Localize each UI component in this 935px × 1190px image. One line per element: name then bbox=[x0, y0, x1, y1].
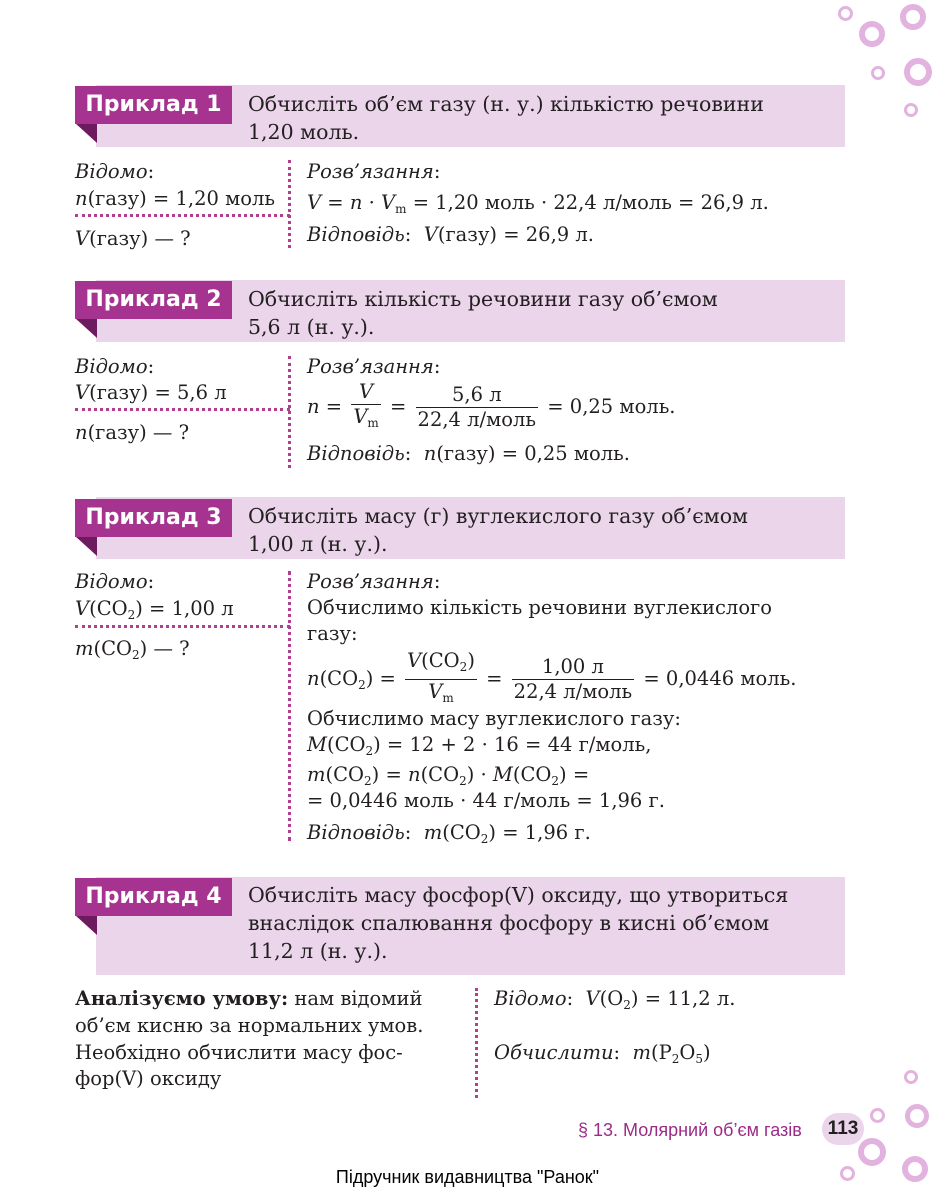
example-label: Приклад 1 bbox=[75, 86, 232, 124]
analysis-line: об’єм кисню за нормальних умов. bbox=[75, 1014, 424, 1037]
banner-fold bbox=[75, 915, 97, 935]
solution-divider bbox=[288, 571, 291, 841]
example-label: Приклад 3 bbox=[75, 499, 232, 537]
fraction: $\frac{1,00 л}{\text{22,4 л/моль}}$ bbox=[513, 655, 633, 703]
analysis-divider bbox=[475, 988, 478, 1098]
solution-heading: Розв’язання: bbox=[307, 355, 441, 378]
given-heading: Відомо: bbox=[75, 570, 155, 593]
decorative-circle bbox=[859, 21, 885, 47]
given-heading: Відомо: bbox=[75, 355, 155, 378]
solution-heading: Розв’язання: bbox=[307, 160, 441, 183]
solution-formula: $M(CO_2) = 12 + 2 \cdot 16 = 44$ г/моль, bbox=[307, 733, 652, 758]
task-line: Обчисліть масу фосфор(V) оксиду, що утвориться bbox=[248, 883, 789, 907]
banner-fold bbox=[75, 123, 97, 143]
analysis-line: фор(V) оксиду bbox=[75, 1067, 222, 1090]
given-label: Відомо bbox=[75, 160, 148, 183]
decorative-circle bbox=[858, 1138, 886, 1166]
task-line: Обчисліть кількість речовини газу об’ємом bbox=[248, 287, 718, 311]
given-value: n(газу) = 1,20 моль bbox=[75, 187, 275, 210]
decorative-circle bbox=[904, 1070, 918, 1084]
publisher-caption: Підручник видавництва "Ранок" bbox=[335, 1167, 600, 1187]
decorative-circle bbox=[904, 58, 932, 86]
decorative-circle bbox=[871, 66, 885, 80]
example-task bbox=[248, 881, 830, 965]
example-label: Приклад 2 bbox=[75, 281, 232, 319]
task-line: Обчисліть об’єм газу (н. у.) кількістю речовини bbox=[248, 92, 764, 116]
solution-formula: $m(CO_2) = n(CO_2) \cdot M(CO_2)$ = bbox=[307, 763, 590, 788]
solution-step: газу: bbox=[307, 622, 358, 645]
analysis-line: Необхідно обчислити масу фос- bbox=[75, 1041, 403, 1064]
solution-heading: Розв’язання: bbox=[307, 570, 441, 593]
decorative-circle bbox=[904, 103, 918, 117]
example-task bbox=[248, 502, 748, 558]
page-number: 113 bbox=[822, 1113, 864, 1145]
solution-divider bbox=[288, 356, 291, 468]
solution-step: Обчислимо кількість речовини вуглекислого bbox=[307, 596, 773, 619]
example-label: Приклад 4 bbox=[75, 878, 232, 916]
solution-divider bbox=[288, 160, 291, 248]
fraction: $\frac{V}{V_m}$ bbox=[353, 380, 379, 430]
given-value: $V(CO_2) = 1,00$ л bbox=[75, 597, 234, 622]
given-divider bbox=[75, 408, 290, 411]
answer: Відповідь: V(газу) = 26,9 л. bbox=[307, 223, 594, 246]
task-line: внаслідок спалювання фосфору в кисні об’ємом bbox=[248, 911, 770, 935]
given-divider bbox=[75, 214, 290, 217]
solution-formula: $V = n \cdot V_m = 1,20$ моль · 22,4 л/моль = 26,9 л. bbox=[307, 191, 769, 216]
task-line: 1,00 л (н. у.). bbox=[248, 532, 388, 556]
given-value: Відомо: $V(O_2) = 11,2$ л. bbox=[494, 987, 736, 1012]
decorative-circle bbox=[870, 1108, 885, 1123]
solution-formula: = 0,0446 моль · 44 г/моль = 1,96 г. bbox=[307, 789, 665, 812]
decorative-circle bbox=[900, 4, 926, 30]
example-task bbox=[248, 90, 764, 146]
solution-formula: n = $\frac{V}{V_m}$ = $\frac{5,6 л}{\text{22,4 л/моль}}$ = 0,25 моль. bbox=[307, 380, 676, 435]
find-value: V(газу) — ? bbox=[75, 227, 191, 250]
fraction: $\frac{V(CO_2)}{V_m}$ bbox=[407, 649, 475, 705]
find-value: n(газу) — ? bbox=[75, 421, 190, 444]
analysis-line: Аналізуємо умову: нам відомий bbox=[75, 987, 423, 1010]
fraction: $\frac{5,6 л}{\text{22,4 л/моль}}$ bbox=[417, 383, 537, 431]
decorative-circle bbox=[905, 1104, 929, 1128]
task-line: 11,2 л (н. у.). bbox=[248, 939, 388, 963]
find-value: $m(CO_2)$ — ? bbox=[75, 637, 190, 662]
task-line: 1,20 моль. bbox=[248, 120, 360, 144]
compute-value: Обчислити: $m(P_2O_5)$ bbox=[494, 1041, 711, 1066]
section-title: § 13. Молярний об’єм газів bbox=[578, 1120, 802, 1140]
decorative-circle bbox=[838, 6, 853, 21]
answer-label: Відповідь bbox=[307, 223, 405, 246]
given-value: V(газу) = 5,6 л bbox=[75, 381, 227, 404]
task-line: 5,6 л (н. у.). bbox=[248, 315, 375, 339]
answer: Відповідь: $m(CO_2) = 1,96$ г. bbox=[307, 821, 591, 846]
banner-fold bbox=[75, 536, 97, 556]
solution-step: Обчислимо масу вуглекислого газу: bbox=[307, 707, 681, 730]
task-line: Обчисліть масу (г) вуглекислого газу об’ємом bbox=[248, 504, 748, 528]
given-divider bbox=[75, 625, 290, 628]
solution-formula: $n(CO_2)$ = $\frac{V(CO_2)}{V_m}$ = $\frac{1,00 л}{\text{22,4 л/моль}}$ = 0,0446 моль. bbox=[307, 649, 796, 710]
answer: Відповідь: n(газу) = 0,25 моль. bbox=[307, 442, 630, 465]
example-task bbox=[248, 285, 718, 341]
banner-fold bbox=[75, 318, 97, 338]
given-heading: Відомо: bbox=[75, 160, 155, 183]
analysis-label: Аналізуємо умову: bbox=[75, 987, 289, 1010]
